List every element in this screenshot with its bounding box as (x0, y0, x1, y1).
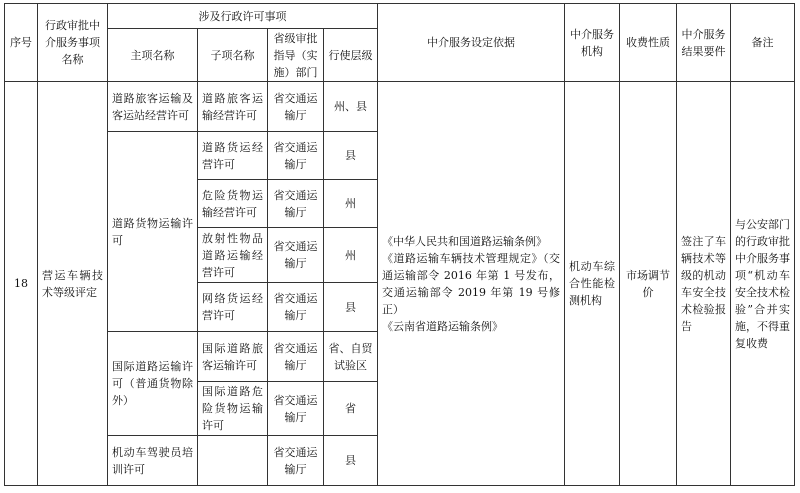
header-main-item: 主项名称 (108, 29, 198, 82)
level-cell: 县 (324, 436, 378, 486)
dept-cell: 省交通运输厅 (268, 132, 324, 180)
sub-item-cell: 国际道路旅客运输许可 (198, 332, 268, 382)
level-cell: 州 (324, 228, 378, 283)
service-item-cell: 营运车辆技术等级评定 (38, 82, 108, 486)
dept-cell: 省交通运输厅 (268, 332, 324, 382)
basis-line: 《云南省道路运输条例》 (382, 319, 503, 333)
level-cell: 州 (324, 180, 378, 228)
sub-item-cell: 放射性物品道路运输经营许可 (198, 228, 268, 283)
header-level: 行使层级 (324, 29, 378, 82)
header-sub-item: 子项名称 (198, 29, 268, 82)
level-cell: 州、县 (324, 82, 378, 132)
header-seq: 序号 (5, 4, 38, 82)
basis-line: 《道路运输车辆技术管理规定》（交通运输部令 2016 年第 1 号发布，交通运输部令 2019 年第 19 号修正） (382, 251, 560, 316)
basis-line: 《中华人民共和国道路运输条例》 (382, 234, 547, 248)
header-permit-group: 涉及行政许可事项 (108, 4, 378, 29)
remarks-cell: 与公安部门的行政审批中介服务事项“机动车安全技术检验”合并实施，不得重复收费 (731, 82, 795, 486)
dept-cell: 省交通运输厅 (268, 382, 324, 436)
level-cell: 县 (324, 283, 378, 332)
header-remarks: 备注 (731, 4, 795, 82)
service-items-table (4, 3, 795, 486)
agency-cell: 机动车综合性能检测机构 (565, 82, 620, 486)
sub-item-cell: 国际道路危险货物运输许可 (198, 382, 268, 436)
requirement-cell: 签注了车辆技术等级的机动车安全技术检验报告 (677, 82, 731, 486)
sub-item-cell: 网络货运经营许可 (198, 283, 268, 332)
dept-cell: 省交通运输厅 (268, 180, 324, 228)
level-cell: 省、自贸试验区 (324, 332, 378, 382)
main-item-cell: 国际道路运输许可（普通货物除外） (108, 332, 198, 436)
header-requirement: 中介服务结果要件 (677, 4, 731, 82)
level-cell: 省 (324, 382, 378, 436)
sub-item-cell: 道路货运经营许可 (198, 132, 268, 180)
main-item-cell: 机动车驾驶员培训许可 (108, 436, 198, 486)
header-agency: 中介服务机构 (565, 4, 620, 82)
header-fee: 收费性质 (620, 4, 677, 82)
dept-cell: 省交通运输厅 (268, 82, 324, 132)
fee-cell: 市场调节价 (620, 82, 677, 486)
main-item-cell: 道路旅客运输及客运站经营许可 (108, 82, 198, 132)
sub-item-cell: 道路旅客运输经营许可 (198, 82, 268, 132)
header-basis: 中介服务设定依据 (378, 4, 565, 82)
sub-item-cell (198, 436, 268, 486)
basis-cell (378, 82, 565, 486)
dept-cell: 省交通运输厅 (268, 228, 324, 283)
dept-cell: 省交通运输厅 (268, 436, 324, 486)
seq-cell: 18 (5, 82, 38, 486)
sub-item-cell: 危险货物运输经营许可 (198, 180, 268, 228)
level-cell: 县 (324, 132, 378, 180)
header-service-item: 行政审批中介服务事项名称 (38, 4, 108, 82)
main-item-cell: 道路货物运输许可 (108, 132, 198, 332)
header-provincial-dept: 省级审批指导（实施）部门 (268, 29, 324, 82)
dept-cell: 省交通运输厅 (268, 283, 324, 332)
